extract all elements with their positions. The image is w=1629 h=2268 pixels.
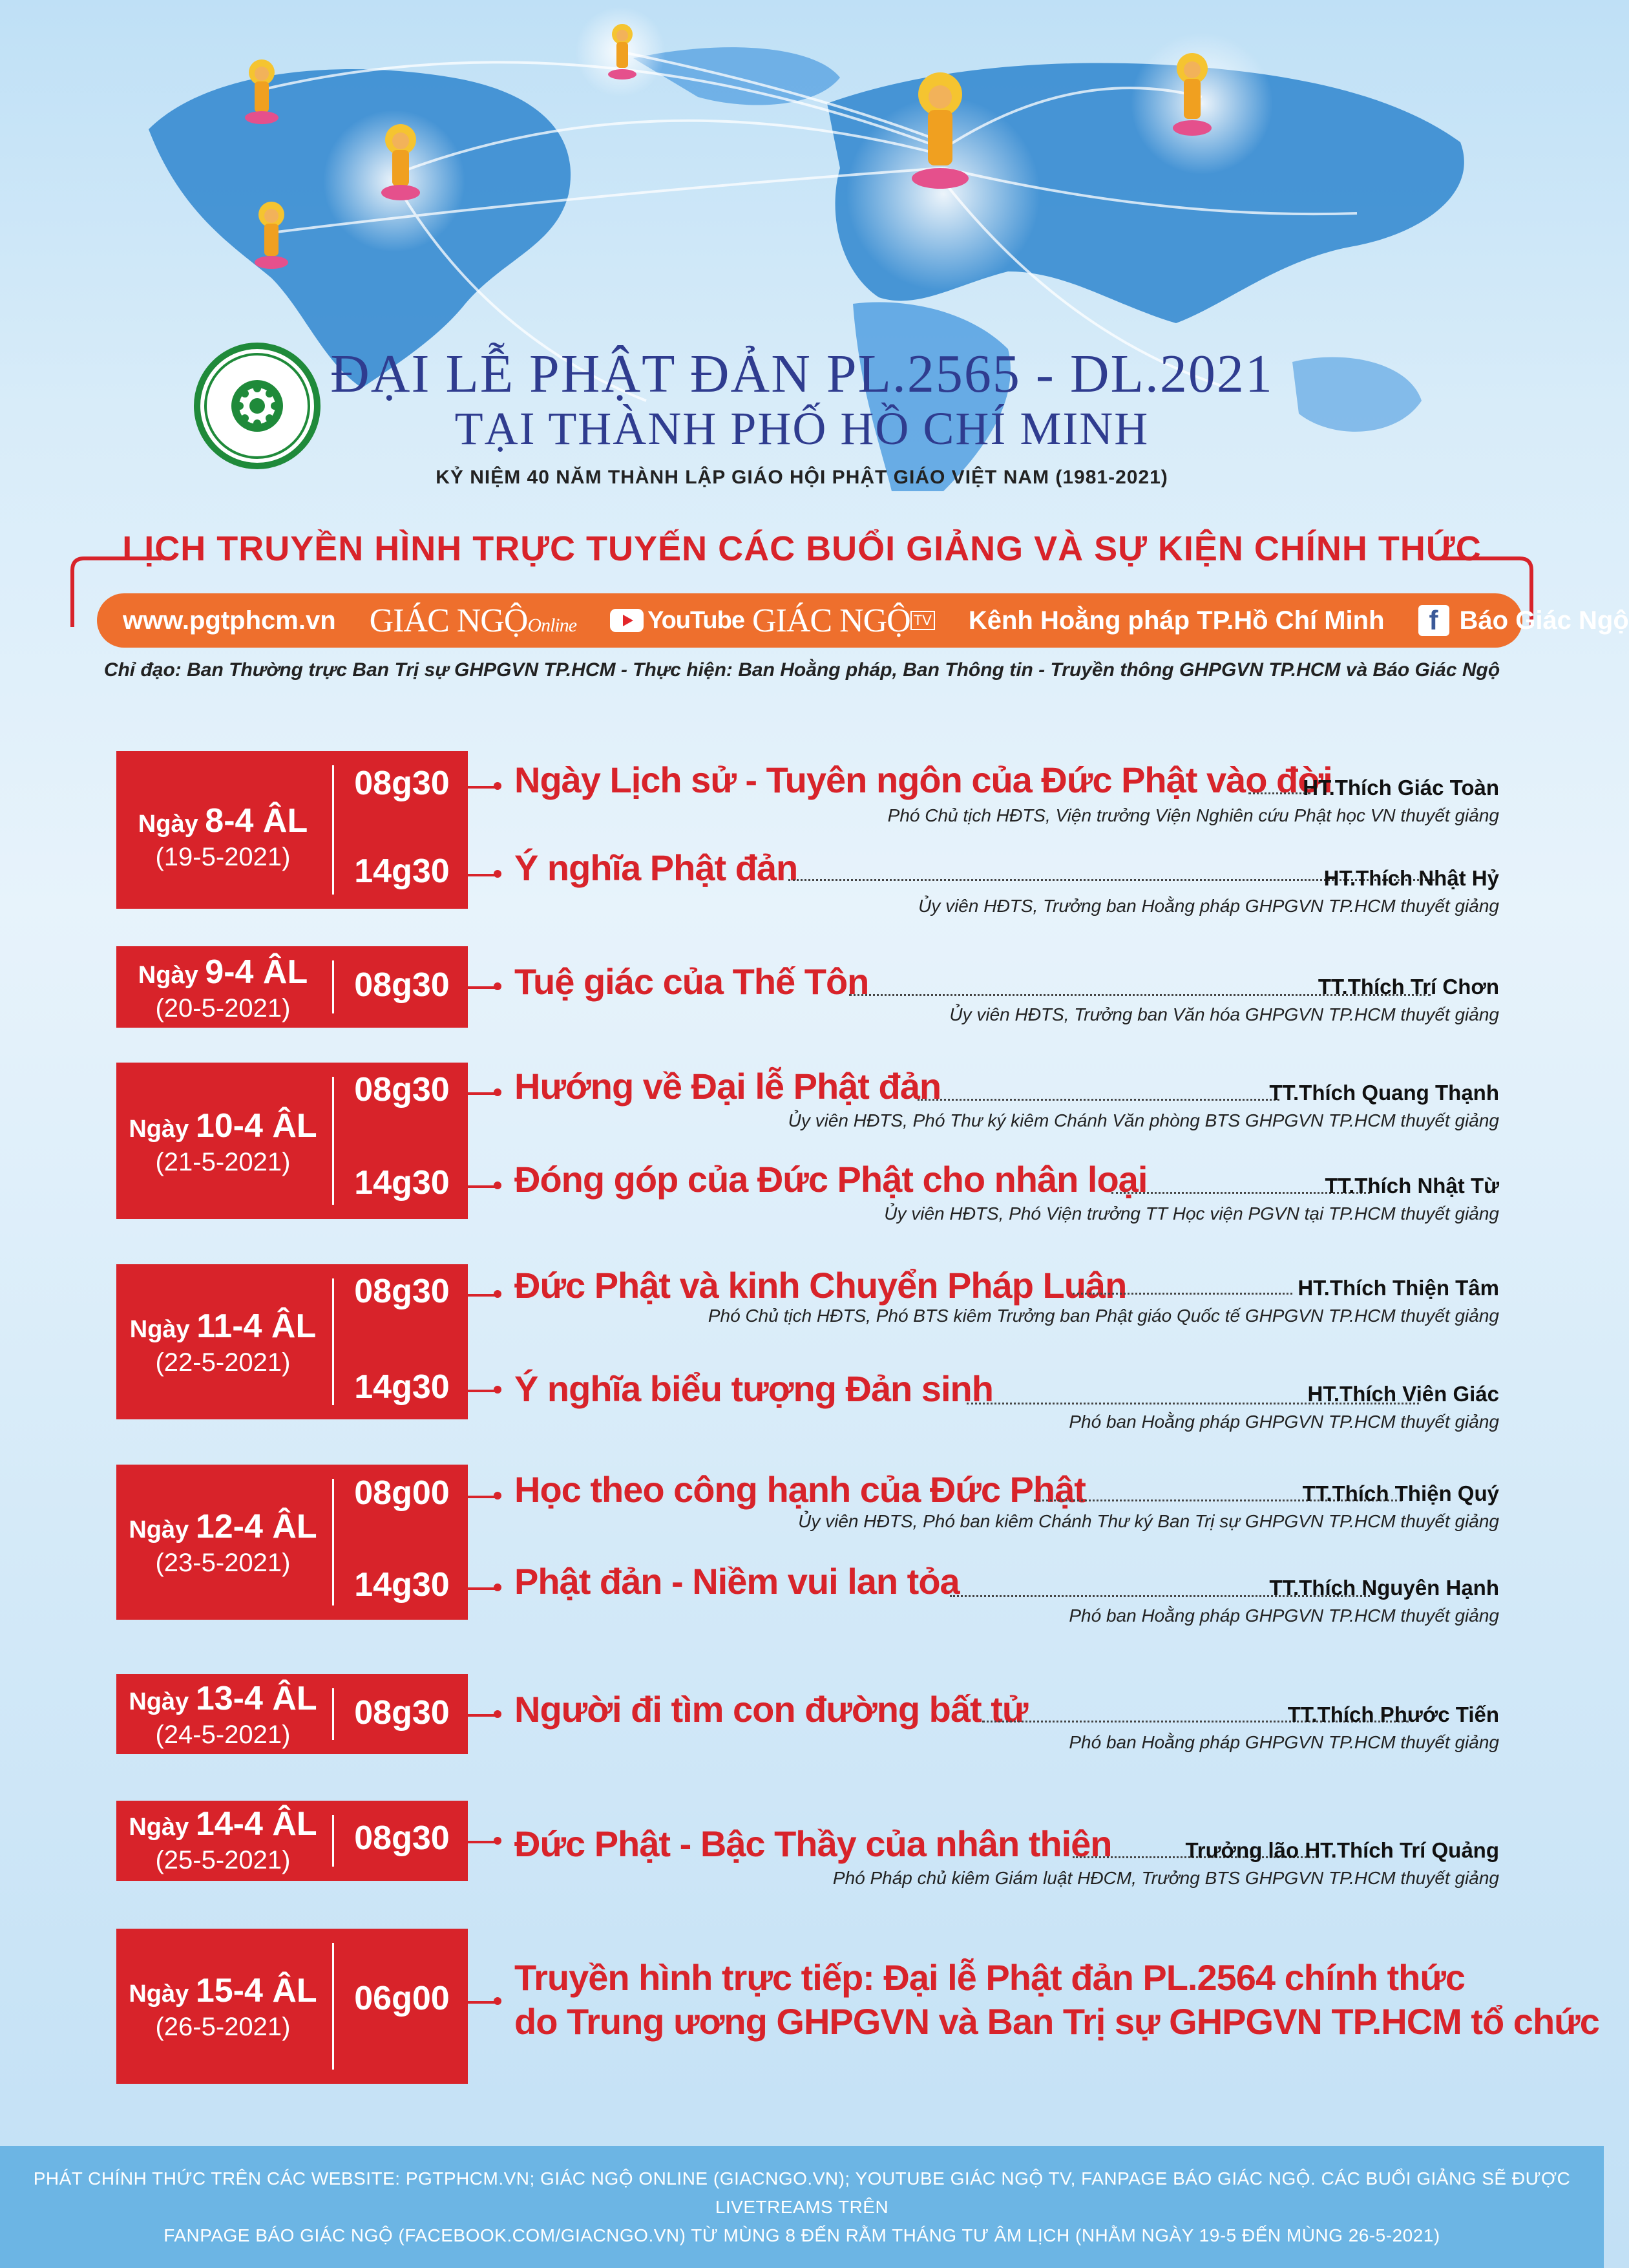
talk-title: Hướng về Đại lễ Phật đản — [514, 1066, 941, 1107]
talk-title: Học theo công hạnh của Đức Phật — [514, 1469, 1086, 1510]
speaker-name: TT.Thích Thiện Quý — [1302, 1481, 1499, 1505]
session-time: 08g30 — [354, 966, 450, 1004]
speaker-role: Phó ban Hoằng pháp GHPGVN TP.HCM thuyết giảng — [1069, 1606, 1499, 1626]
day-box — [116, 1929, 468, 2084]
speaker-name: HT.Thích Thiện Tâm — [1298, 1276, 1499, 1300]
speaker-name: HT.Thích Viên Giác — [1307, 1382, 1499, 1406]
speaker-name: TT.Thích Nguyên Hạnh — [1269, 1576, 1499, 1600]
event-title: ĐẠI LỄ PHẬT ĐẢN PL.2565 - DL.2021 — [330, 344, 1274, 404]
talk-title: Đức Phật - Bậc Thầy của nhân thiên — [514, 1823, 1112, 1864]
schedule-day — [116, 1264, 1499, 1432]
buddha-statue-icon — [249, 200, 294, 278]
schedule-day — [116, 1465, 1499, 1626]
session-time: 14g30 — [354, 1566, 450, 1604]
youtube-icon — [610, 609, 644, 632]
day-box — [116, 1674, 468, 1754]
youtube-channel-link[interactable]: YouTube GIÁC NGỘ TV — [610, 602, 935, 640]
session-time: 08g30 — [354, 1819, 450, 1857]
session-time: 14g30 — [354, 853, 450, 890]
speaker-name: HT.Thích Nhật Hỷ — [1323, 866, 1499, 890]
day-label: Ngày 15-4 ÂL (26-5-2021) — [129, 1972, 317, 2041]
talk-title: Phật đản - Niềm vui lan tỏa — [514, 1561, 960, 1602]
arrow-connector — [468, 1714, 498, 1717]
arrow-connector — [468, 1185, 498, 1188]
schedule-day — [116, 1801, 1499, 1888]
talk-title: Ngày Lịch sử - Tuyên ngôn của Đức Phật vào đời — [514, 759, 1332, 800]
day-box — [116, 1063, 468, 1219]
talk-title: Người đi tìm con đường bất tử — [514, 1689, 1028, 1730]
talk-title: Ý nghĩa Phật đản — [514, 847, 798, 888]
talk-title: Ý nghĩa biểu tượng Đản sinh — [514, 1368, 993, 1409]
giacngo-online-link[interactable]: GIÁC NGỘOnline — [369, 602, 577, 639]
buddha-statue-icon — [604, 23, 640, 87]
speaker-name: TT.Thích Trí Chơn — [1318, 975, 1499, 999]
buddha-statue-icon — [239, 58, 284, 129]
arrow-connector — [468, 2001, 498, 2004]
speaker-role: Ủy viên HĐTS, Phó ban kiêm Chánh Thư ký Ban Trị sự GHPGVN TP.HCM thuyết giảng — [798, 1511, 1499, 1531]
event-location-title: TẠI THÀNH PHỐ HỒ CHÍ MINH — [454, 403, 1150, 454]
organizer-credits: Chỉ đạo: Ban Thường trực Ban Trị sự GHPGVN TP.HCM - Thực hiện: Ban Hoằng pháp, Ban Thông tin - Truyền thông GHPGVN TP.HCM và Báo Giác Ngộ — [103, 659, 1500, 681]
session-time: 08g30 — [354, 1694, 450, 1732]
day-box — [116, 946, 468, 1028]
dotted-leader — [918, 1099, 1279, 1101]
hoang-phap-channel-link[interactable]: Kênh Hoằng pháp TP.Hồ Chí Minh — [968, 606, 1385, 635]
day-label: Ngày 8-4 ÂL (19-5-2021) — [138, 802, 308, 871]
talk-title: Tuệ giác của Thế Tôn — [514, 961, 869, 1002]
session-time: 08g30 — [354, 1071, 450, 1108]
buddha-statue-icon — [905, 71, 976, 200]
buddha-statue-icon — [375, 123, 426, 207]
speaker-role: Phó ban Hoằng pháp GHPGVN TP.HCM thuyết giảng — [1069, 1732, 1499, 1752]
session-time: 08g30 — [354, 1273, 450, 1310]
arrow-connector — [468, 1587, 498, 1590]
speaker-role: Phó Chủ tịch HĐTS, Viện trưởng Viện Nghiên cứu Phật học VN thuyết giảng — [887, 805, 1499, 825]
footer-line: PHÁT CHÍNH THỨC TRÊN CÁC WEBSITE: PGTPHCM.VN; GIÁC NGỘ ONLINE (GIACNGO.VN); YOUTUBE GIÁC NGỘ TV, FANPAGE BÁO GIÁC NGỘ. CÁC BUỔI GIẢNG SẼ ĐƯỢC LIVETREAMS TRÊN — [33, 2168, 1571, 2217]
session-time: 08g30 — [354, 765, 450, 802]
speaker-name: Trưởng lão HT.Thích Trí Quảng — [1185, 1838, 1499, 1862]
arrow-connector — [468, 986, 498, 989]
speaker-name: TT.Thích Nhật Từ — [1325, 1174, 1499, 1198]
speaker-role: Ủy viên HĐTS, Trưởng ban Văn hóa GHPGVN TP.HCM thuyết giảng — [949, 1004, 1499, 1024]
facebook-icon: f — [1418, 605, 1449, 636]
anniversary-subtitle: KỶ NIỆM 40 NĂM THÀNH LẬP GIÁO HỘI PHẬT GIÁO VIỆT NAM (1981-2021) — [436, 467, 1168, 488]
speaker-name: TT.Thích Quang Thạnh — [1269, 1081, 1499, 1105]
speaker-role: Ủy viên HĐTS, Phó Thư ký kiêm Chánh Văn phòng BTS GHPGVN TP.HCM thuyết giảng — [788, 1110, 1499, 1130]
schedule-day — [116, 946, 1499, 1028]
day-label: Ngày 14-4 ÂL (25-5-2021) — [129, 1805, 317, 1874]
schedule-heading: LỊCH TRUYỀN HÌNH TRỰC TUYẾN CÁC BUỔI GIẢNG VÀ SỰ KIỆN CHÍNH THỨC — [122, 529, 1482, 568]
arrow-connector — [468, 1841, 498, 1843]
speaker-role: Ủy viên HĐTS, Trưởng ban Hoằng pháp GHPGVN TP.HCM thuyết giảng — [918, 896, 1499, 916]
day-box — [116, 1801, 468, 1881]
day-box — [116, 1465, 468, 1620]
arrow-connector — [468, 1294, 498, 1297]
speaker-role: Phó ban Hoằng pháp GHPGVN TP.HCM thuyết giảng — [1069, 1412, 1499, 1432]
speaker-name: TT.Thích Phước Tiến — [1287, 1702, 1499, 1726]
arrow-connector — [468, 1092, 498, 1095]
day-label: Ngày 9-4 ÂL (20-5-2021) — [138, 953, 308, 1023]
day-label: Ngày 10-4 ÂL (21-5-2021) — [129, 1107, 317, 1176]
speaker-role: Ủy viên HĐTS, Phó Viện trưởng TT Học viện PGVN tại TP.HCM thuyết giảng — [884, 1203, 1499, 1224]
dotted-leader — [1073, 1293, 1292, 1295]
live-broadcast-title: Truyền hình trực tiếp: Đại lễ Phật đản PL.2564 chính thức — [514, 1957, 1466, 1998]
arrow-connector — [468, 1390, 498, 1392]
speaker-role: Phó Pháp chủ kiêm Giám luật HĐCM, Trưởng BTS GHPGVN TP.HCM thuyết giảng — [832, 1868, 1499, 1888]
day-label: Ngày 11-4 ÂL (22-5-2021) — [129, 1308, 317, 1377]
speaker-role: Phó Chủ tịch HĐTS, Phó BTS kiêm Trưởng ban Phật giáo Quốc tế GHPGVN TP.HCM thuyết giảng — [708, 1306, 1499, 1326]
channel-bar — [97, 593, 1629, 648]
session-time: 14g30 — [354, 1164, 450, 1202]
arrow-connector — [468, 874, 498, 876]
talk-title: Đức Phật và kinh Chuyển Pháp Luân — [514, 1265, 1127, 1306]
session-time: 06g00 — [354, 1980, 450, 2017]
session-time: 08g00 — [354, 1474, 450, 1512]
day-box — [116, 751, 468, 909]
talk-title: Đóng góp của Đức Phật cho nhân loại — [514, 1159, 1148, 1200]
day-label: Ngày 13-4 ÂL (24-5-2021) — [129, 1680, 317, 1749]
session-time: 14g30 — [354, 1368, 450, 1406]
schedule-day — [116, 1674, 1499, 1754]
live-broadcast-organizer: do Trung ương GHPGVN và Ban Trị sự GHPGVN TP.HCM tổ chức — [514, 2001, 1599, 2042]
buddha-statue-icon — [1166, 52, 1218, 149]
dotted-leader — [1248, 792, 1310, 794]
speaker-name: HT.Thích Giác Toàn — [1303, 776, 1499, 800]
arrow-connector — [468, 786, 498, 789]
day-label: Ngày 12-4 ÂL (23-5-2021) — [129, 1508, 317, 1577]
schedule-day — [116, 751, 1499, 916]
website-link[interactable]: www.pgtphcm.vn — [123, 606, 336, 635]
footer-banner — [0, 2146, 1604, 2268]
day-box — [116, 1264, 468, 1419]
schedule-day — [116, 1063, 1499, 1224]
facebook-page-link[interactable]: f Báo Giác Ngộ — [1418, 605, 1629, 636]
schedule-day — [116, 1929, 1599, 2084]
arrow-connector — [468, 1496, 498, 1498]
footer-line: FANPAGE BÁO GIÁC NGỘ (FACEBOOK.COM/GIACNGO.VN) TỪ MÙNG 8 ĐẾN RẰM THÁNG TƯ ÂM LỊCH (NHẰM NGÀY 19-5 ĐẾN MÙNG 26-5-2021) — [163, 2225, 1440, 2245]
